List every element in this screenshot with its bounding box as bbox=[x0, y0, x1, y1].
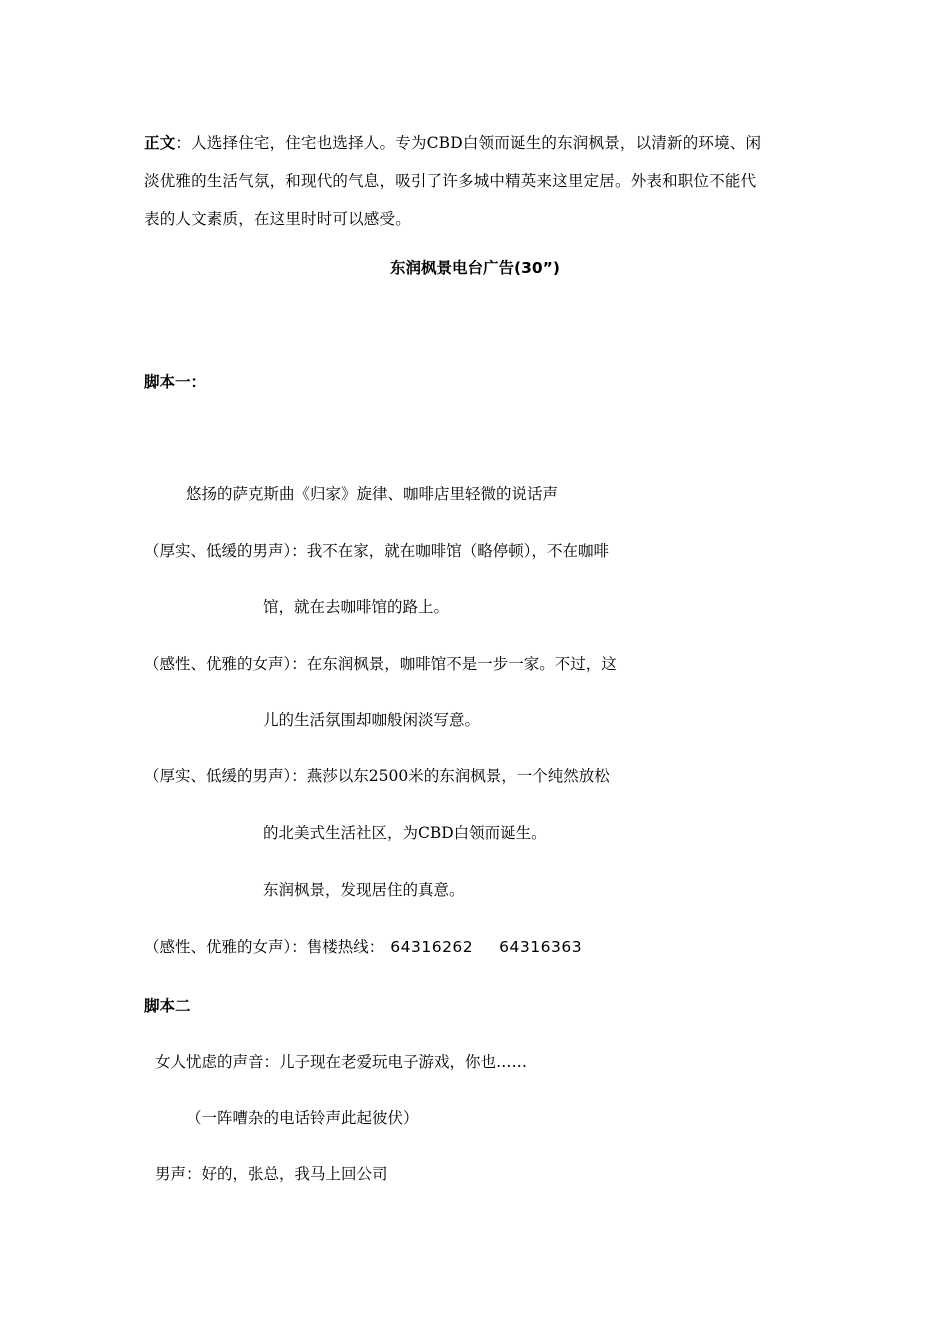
intro-paragraph bbox=[144, 124, 809, 238]
hotline-prefix: （感性、优雅的女声）：售楼热线： bbox=[144, 938, 385, 956]
hotline-line bbox=[144, 937, 582, 957]
hotline-phone-1: 64316262 bbox=[390, 938, 474, 956]
script-one-line-2: （厚实、低缓的男声）：我不在家，就在咖啡馆（略停顿），不在咖啡 bbox=[144, 542, 610, 560]
intro-line-3: 表的人文素质，在这里时时可以感受。 bbox=[144, 210, 411, 228]
script-one-line-5: 儿的生活氛围却咖般闲淡写意。 bbox=[263, 711, 481, 729]
script-two-line-3: 男声：好的，张总，我马上回公司 bbox=[155, 1165, 388, 1183]
intro-label: 正文 bbox=[144, 134, 176, 152]
script-one-line-4: （感性、优雅的女声）：在东润枫景，咖啡馆不是一步一家。不过，这 bbox=[144, 655, 617, 673]
hotline-phone-2: 64316363 bbox=[499, 938, 583, 956]
script-two-line-2: （一阵嘈杂的电话铃声此起彼伏） bbox=[186, 1109, 419, 1127]
script-one-line-1: 悠扬的萨克斯曲《归家》旋律、咖啡店里轻微的说话声 bbox=[186, 485, 559, 503]
script-one-heading: 脚本一： bbox=[144, 373, 207, 391]
script-one-line-3: 馆，就在去咖啡馆的路上。 bbox=[263, 598, 450, 616]
intro-line-2: 淡优雅的生活气氛，和现代的气息，吸引了许多城中精英来这里定居。外表和职位不能代 bbox=[144, 172, 757, 190]
script-two-line-1: 女人忧虑的声音：儿子现在老爱玩电子游戏，你也…… bbox=[155, 1053, 528, 1071]
intro-label-colon: ： bbox=[175, 134, 192, 152]
script-one-line-7: 的北美式生活社区，为CBD白领而诞生。 bbox=[263, 824, 547, 842]
document-title: 东润枫景电台广告(30”) bbox=[390, 259, 560, 277]
intro-line-1: 人选择住宅，住宅也选择人。专为CBD白领而诞生的东润枫景，以清新的环境、闲 bbox=[191, 134, 762, 152]
script-one-line-8: 东润枫景，发现居住的真意。 bbox=[263, 881, 465, 899]
script-two-heading: 脚本二 bbox=[144, 997, 191, 1015]
script-one-line-6: （厚实、低缓的男声）：燕莎以东2500米的东润枫景，一个纯然放松 bbox=[144, 767, 610, 785]
